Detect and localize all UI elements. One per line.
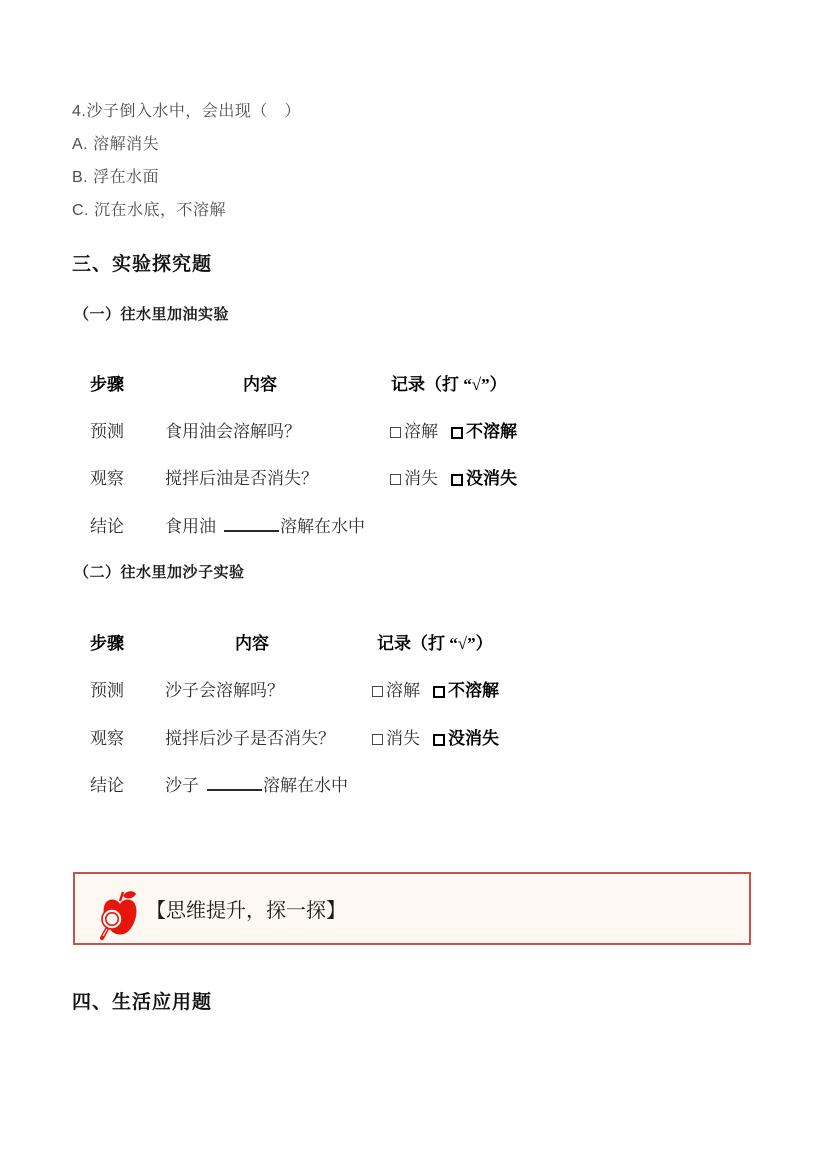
cell-step: 结论	[90, 776, 124, 795]
cell-content	[165, 512, 365, 537]
table-row-predict	[0, 676, 826, 700]
question-stem: 4.沙子倒入水中，会出现（ ）	[72, 103, 301, 120]
table-row-conclusion	[0, 771, 826, 795]
cell-record	[390, 417, 517, 442]
cell-content: 搅拌后油是否消失？	[165, 469, 318, 488]
cell-record	[372, 676, 499, 701]
checkbox-icon[interactable]	[433, 734, 445, 746]
record-option	[390, 422, 438, 441]
conclusion-suffix: 溶解在水中	[280, 517, 365, 536]
option-label: 溶解	[386, 681, 420, 700]
header-record: 记录（打 “√”）	[377, 634, 493, 653]
header-content: 内容	[235, 634, 269, 653]
apple-magnifier-icon	[100, 887, 140, 945]
option-label: 没消失	[466, 469, 517, 488]
record-option	[451, 422, 517, 441]
header-record: 记录（打 “√”）	[391, 375, 507, 394]
record-option	[433, 729, 499, 748]
table-row-conclusion	[0, 512, 826, 536]
cell-record	[372, 724, 499, 749]
cell-step: 结论	[90, 517, 124, 536]
callout-box	[73, 872, 751, 945]
table-row-observe	[0, 724, 826, 748]
checkbox-icon[interactable]	[451, 474, 463, 486]
question-option-c: C. 沉在水底，不溶解	[72, 202, 226, 219]
conclusion-prefix: 沙子	[165, 776, 199, 795]
table-row-predict	[0, 417, 826, 441]
cell-record	[390, 464, 517, 489]
question-option-a: A. 溶解消失	[72, 136, 160, 153]
table-row-observe	[0, 464, 826, 488]
experiment-2-subtitle: （二）往水里加沙子实验	[74, 564, 245, 581]
cell-step: 预测	[90, 681, 124, 700]
question-option-b: B. 浮在水面	[72, 169, 160, 186]
record-option	[390, 469, 438, 488]
conclusion-prefix: 食用油	[165, 517, 216, 536]
option-label: 消失	[386, 729, 420, 748]
cell-content	[165, 771, 348, 796]
cell-step: 观察	[90, 469, 124, 488]
section-title-experiment: 三、实验探究题	[72, 254, 213, 275]
header-step: 步骤	[90, 634, 124, 653]
record-option	[372, 729, 420, 748]
checkbox-icon[interactable]	[372, 686, 383, 697]
cell-content: 搅拌后沙子是否消失？	[165, 729, 335, 748]
callout-text: 【思维提升，探一探】	[146, 900, 346, 922]
option-label: 没消失	[448, 729, 499, 748]
option-label: 不溶解	[466, 422, 517, 441]
cell-content: 沙子会溶解吗？	[165, 681, 284, 700]
record-option	[372, 681, 420, 700]
option-label: 消失	[404, 469, 438, 488]
checkbox-icon[interactable]	[372, 734, 383, 745]
checkbox-icon[interactable]	[390, 474, 401, 485]
option-label: 不溶解	[448, 681, 499, 700]
checkbox-icon[interactable]	[451, 427, 463, 439]
record-option	[451, 469, 517, 488]
section-title-application: 四、生活应用题	[72, 992, 213, 1013]
option-label: 溶解	[404, 422, 438, 441]
checkbox-icon[interactable]	[433, 686, 445, 698]
conclusion-suffix: 溶解在水中	[263, 776, 348, 795]
header-content: 内容	[243, 375, 277, 394]
table-header-row	[0, 629, 826, 653]
cell-step: 预测	[90, 422, 124, 441]
table-header-row	[0, 370, 826, 394]
experiment-1-subtitle: （一）往水里加油实验	[74, 306, 230, 323]
fill-in-blank	[224, 518, 279, 532]
fill-in-blank	[207, 777, 262, 791]
record-option	[433, 681, 499, 700]
cell-content: 食用油会溶解吗？	[165, 422, 301, 441]
checkbox-icon[interactable]	[390, 427, 401, 438]
header-step: 步骤	[90, 375, 124, 394]
cell-step: 观察	[90, 729, 124, 748]
